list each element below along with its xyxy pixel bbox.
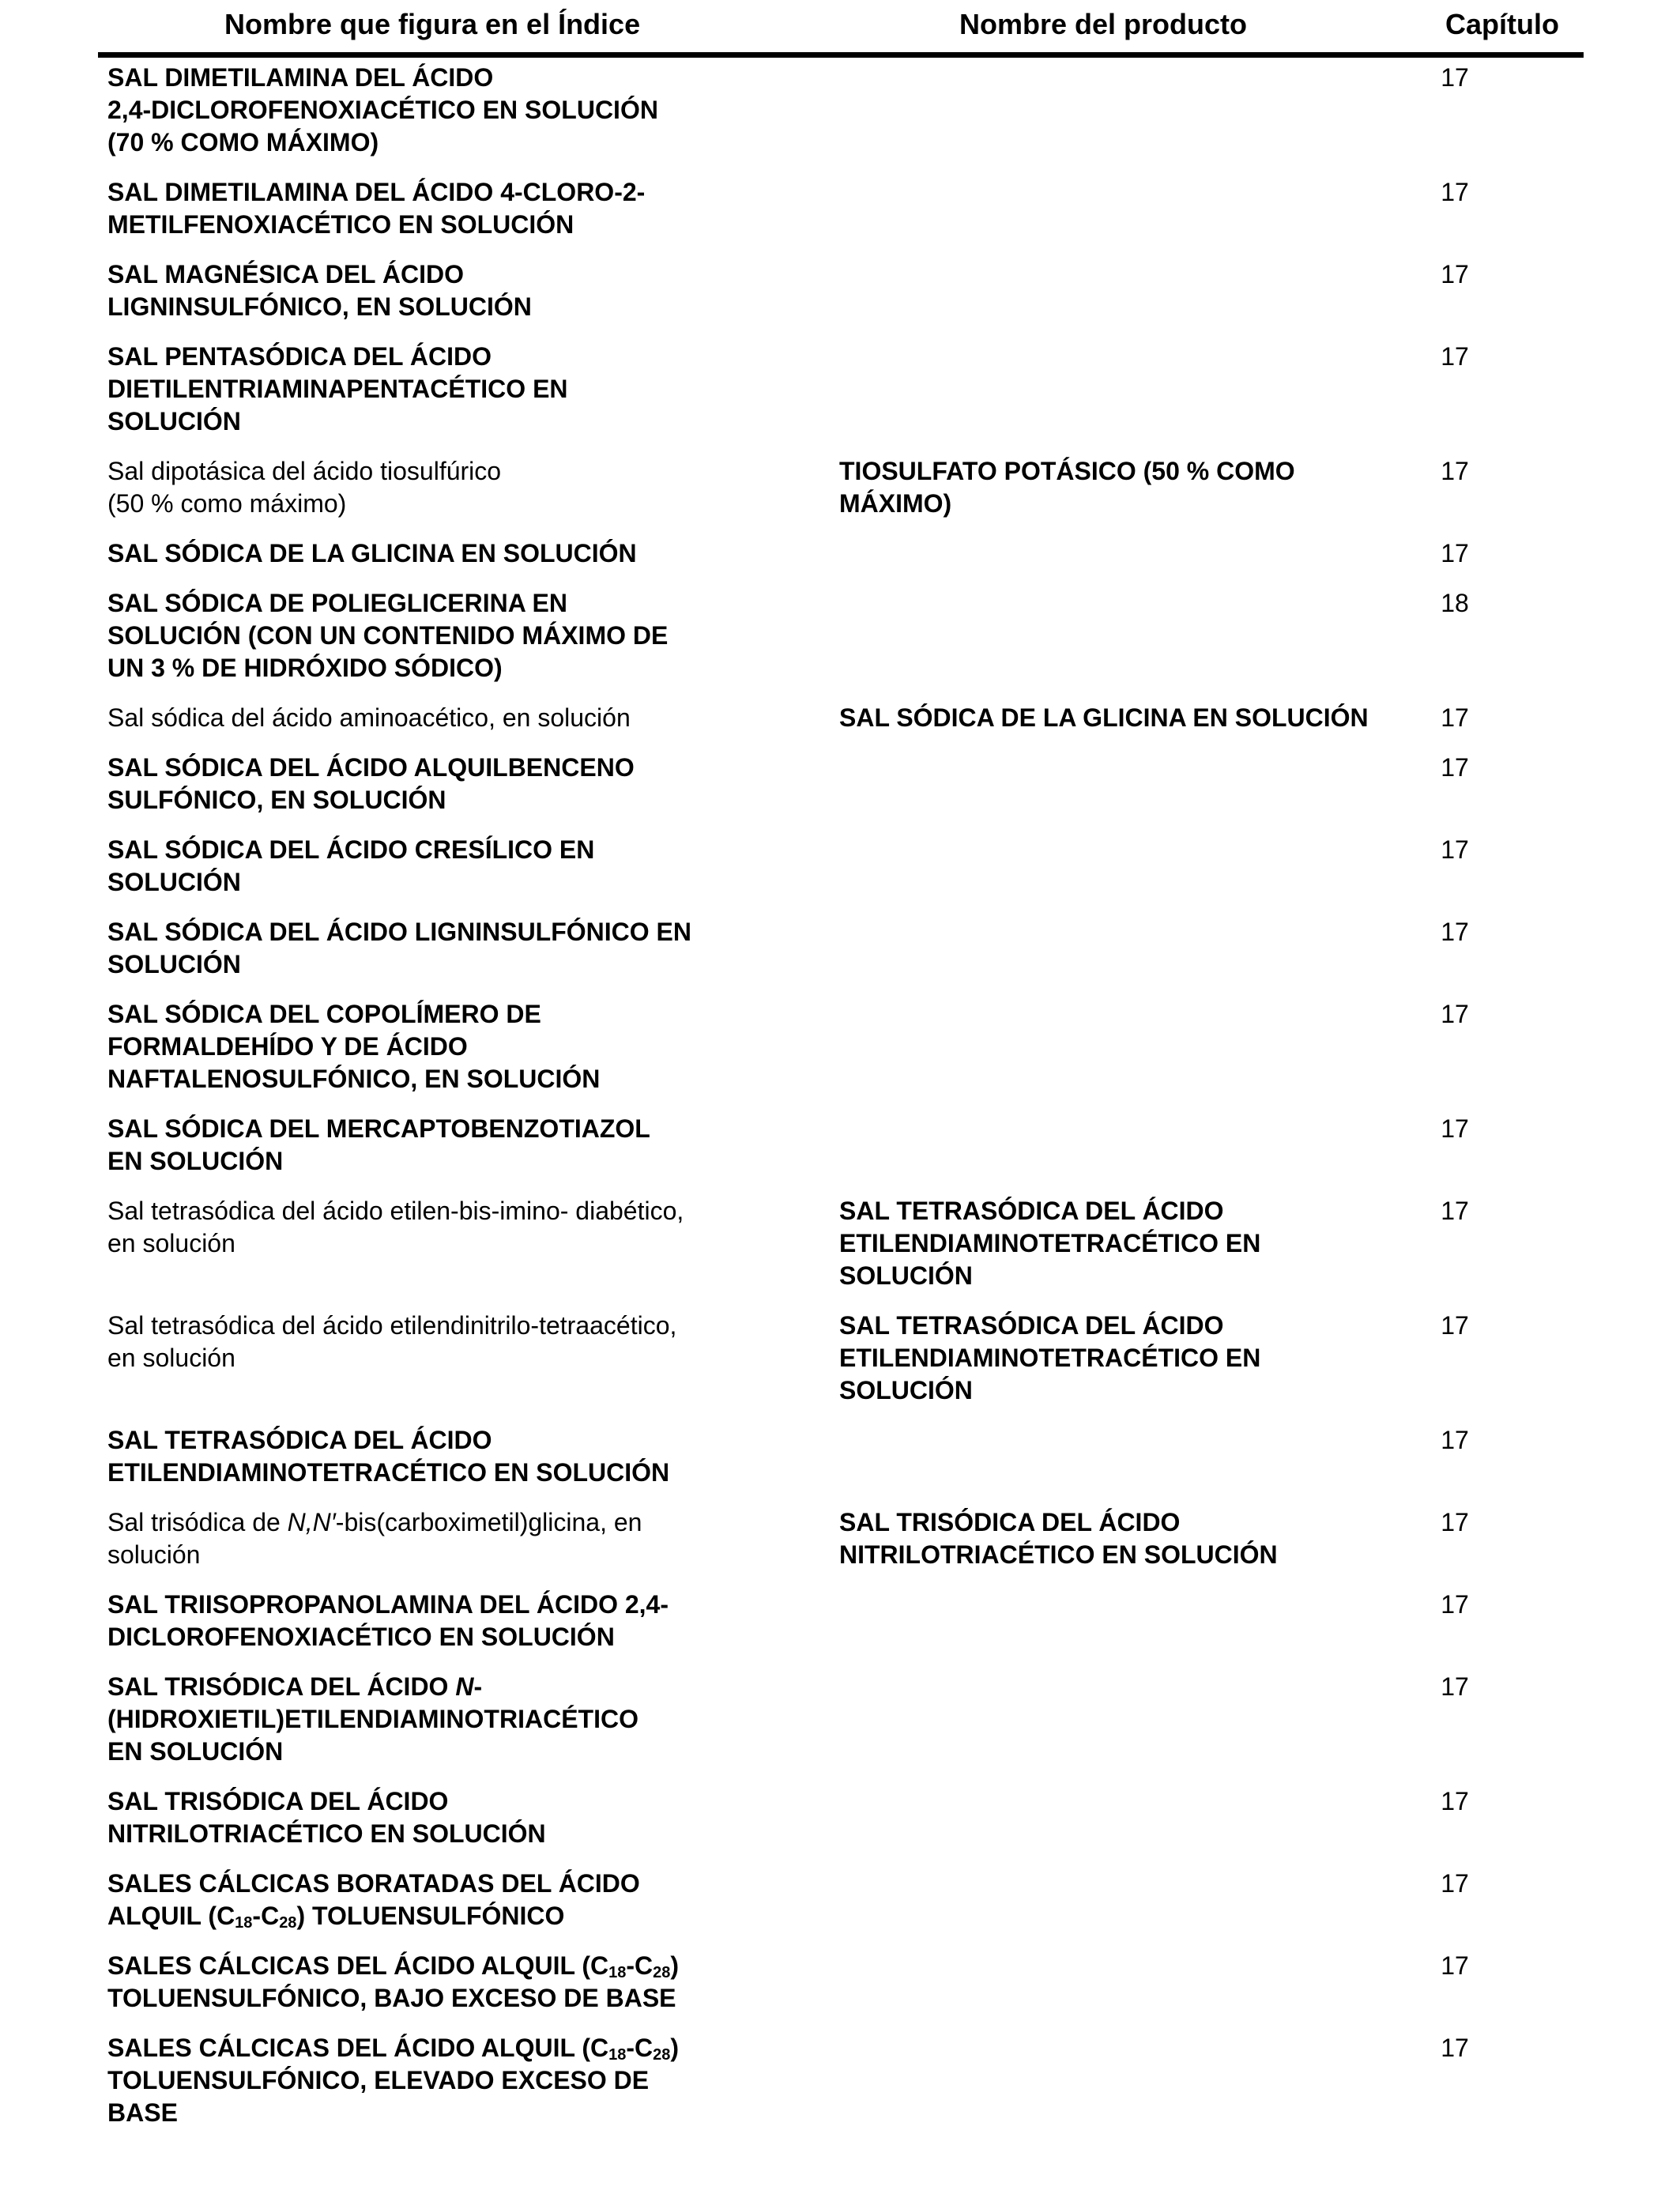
index-name-line: SAL SÓDICA DE LA GLICINA EN SOLUCIÓN [107,539,637,567]
index-name-cell [98,1113,755,1178]
chapter-cell: 17 [1441,1197,1469,1225]
index-name-cell [98,455,755,520]
product-name-cell [755,1950,1372,2015]
chapter-cell: 17 [1441,2034,1469,2062]
table-row [98,455,1584,520]
product-name-line: ETILENDIAMINOTETRACÉTICO EN [839,1344,1261,1372]
chapter-cell: 17 [1441,1869,1469,1898]
index-name-cell [98,341,755,438]
table-row [98,2032,1584,2129]
table-row [98,1506,1584,1571]
index-name-cell [98,1310,755,1407]
product-name-cell [755,1195,1372,1292]
index-name-line: LIGNINSULFÓNICO, EN SOLUCIÓN [107,292,532,321]
index-name-line: EN SOLUCIÓN [107,1147,284,1175]
index-name-line: (HIDROXIETIL)ETILENDIAMINOTRIACÉTICO [107,1705,638,1733]
product-name-cell [755,916,1372,981]
index-name-line: en solución [107,1344,235,1372]
chapter-cell: 17 [1441,260,1469,288]
index-name-line: UN 3 % DE HIDRÓXIDO SÓDICO) [107,654,503,682]
product-name-cell [755,1589,1372,1653]
index-name-line: SALES CÁLCICAS BORATADAS DEL ÁCIDO [107,1869,640,1898]
index-name-line: METILFENOXIACÉTICO EN SOLUCIÓN [107,210,574,239]
index-name-cell [98,1589,755,1653]
chapter-cell: 17 [1441,1590,1469,1619]
table-row [98,1195,1584,1292]
index-name-line: (70 % COMO MÁXIMO) [107,128,379,156]
index-name-cell [98,1424,755,1489]
index-name-line: Sal dipotásica del ácido tiosulfúrico [107,457,502,485]
index-name-line: NITRILOTRIACÉTICO EN SOLUCIÓN [107,1819,546,1848]
table-header [98,0,1584,58]
chapter-cell: 17 [1441,1000,1469,1028]
product-name-line: SOLUCIÓN [839,1376,973,1404]
chapter-cell: 17 [1441,178,1469,206]
table-row [98,998,1584,1095]
header-index-name: Nombre que figura en el Índice [224,8,641,40]
chapter-cell: 17 [1441,1311,1469,1340]
index-name-cell [98,258,755,323]
index-name-line: SOLUCIÓN [107,407,241,435]
product-name-cell [755,752,1372,816]
index-name-line: TOLUENSULFÓNICO, ELEVADO EXCESO DE [107,2066,650,2094]
index-name-line: SAL SÓDICA DEL ÁCIDO CRESÍLICO EN [107,835,595,864]
index-name-line: SAL TRIISOPROPANOLAMINA DEL ÁCIDO 2,4- [107,1590,669,1619]
index-name-cell [98,998,755,1095]
index-name-line: SAL SÓDICA DEL COPOLÍMERO DE [107,1000,541,1028]
table-row [98,1589,1584,1653]
index-name-line: EN SOLUCIÓN [107,1737,284,1766]
index-name-line: SALES CÁLCICAS DEL ÁCIDO ALQUIL $(C_{18}-C_{28})$ [107,2034,680,2064]
index-name-line: SAL SÓDICA DEL ÁCIDO LIGNINSULFÓNICO EN [107,918,691,946]
table-row [98,834,1584,899]
index-name-cell [98,1506,755,1571]
product-name-cell [755,176,1372,241]
index-name-line: DICLOROFENOXIACÉTICO EN SOLUCIÓN [107,1623,615,1651]
index-name-line: SOLUCIÓN (CON UN CONTENIDO MÁXIMO DE [107,621,669,650]
index-name-line: SAL SÓDICA DEL ÁCIDO ALQUILBENCENO [107,753,635,782]
table-row [98,1950,1584,2015]
product-name-line: ETILENDIAMINOTETRACÉTICO EN [839,1229,1261,1257]
index-name-line: SAL TRISÓDICA DEL ÁCIDO N- [107,1672,483,1701]
table-row [98,341,1584,438]
index-name-cell [98,537,755,570]
index-table [98,0,1584,2127]
chapter-cell: 17 [1441,63,1469,92]
product-name-cell [755,998,1372,1095]
product-name-cell [755,1671,1372,1768]
chapter-cell: 17 [1441,1114,1469,1143]
product-name-cell [755,1310,1372,1407]
table-row [98,62,1584,159]
product-name-cell [755,2032,1372,2129]
chapter-cell: 18 [1441,589,1469,617]
product-name-line: SOLUCIÓN [839,1261,973,1290]
index-name-cell [98,62,755,159]
index-name-line: SAL DIMETILAMINA DEL ÁCIDO [107,63,494,92]
chapter-cell: 17 [1441,1508,1469,1536]
header-rule-gap [1432,47,1437,52]
chapter-cell: 17 [1441,1951,1469,1980]
product-name-line: SAL TETRASÓDICA DEL ÁCIDO [839,1311,1224,1340]
table-row [98,537,1584,570]
product-name-cell [755,1506,1372,1571]
table-row [98,1310,1584,1407]
table-row [98,1785,1584,1850]
index-name-cell [98,1671,755,1768]
index-name-cell [98,1785,755,1850]
index-name-cell [98,2032,755,2129]
product-name-cell [755,702,1372,734]
chapter-cell: 17 [1441,457,1469,485]
chapter-cell: 17 [1441,1787,1469,1815]
index-name-line: SAL SÓDICA DE POLIEGLICERINA EN [107,589,567,617]
table-body [98,62,1584,2147]
index-name-line: SOLUCIÓN [107,950,241,978]
index-name-line: SAL TETRASÓDICA DEL ÁCIDO [107,1426,492,1454]
index-name-cell [98,702,755,734]
index-name-cell [98,587,755,684]
product-name-line: TIOSULFATO POTÁSICO (50 % COMO [839,457,1295,485]
index-name-cell [98,834,755,899]
product-name-line: SAL TETRASÓDICA DEL ÁCIDO [839,1197,1224,1225]
index-name-line: SAL PENTASÓDICA DEL ÁCIDO [107,342,492,371]
index-name-line: FORMALDEHÍDO Y DE ÁCIDO [107,1032,468,1061]
product-name-cell [755,455,1372,520]
product-name-line: SAL SÓDICA DE LA GLICINA EN SOLUCIÓN [839,703,1369,732]
product-name-cell [755,1113,1372,1178]
index-name-line: SAL SÓDICA DEL MERCAPTOBENZOTIAZOL [107,1114,650,1143]
chapter-cell: 17 [1441,918,1469,946]
product-name-line: NITRILOTRIACÉTICO EN SOLUCIÓN [839,1540,1278,1569]
header-chapter: Capítulo [1445,8,1559,40]
chapter-cell: 17 [1441,703,1469,732]
index-name-line: SULFÓNICO, EN SOLUCIÓN [107,786,446,814]
index-name-line: Sal tetrasódica del ácido etilen-bis-imino- diabético, [107,1197,684,1225]
index-name-line: BASE [107,2098,178,2127]
index-name-cell [98,176,755,241]
table-row [98,176,1584,241]
index-name-cell [98,916,755,981]
index-name-line: SAL MAGNÉSICA DEL ÁCIDO [107,260,464,288]
index-name-line: SALES CÁLCICAS DEL ÁCIDO ALQUIL $(C_{18}-C_{28})$ [107,1951,680,1981]
table-row [98,1671,1584,1768]
product-name-line: MÁXIMO) [839,489,952,518]
index-name-line: 2,4-DICLOROFENOXIACÉTICO EN SOLUCIÓN [107,96,658,124]
chapter-cell: 17 [1441,342,1469,371]
index-name-line: SOLUCIÓN [107,868,241,896]
header-rule-gaps [98,52,1584,57]
chapter-cell: 17 [1441,753,1469,782]
product-name-cell [755,1785,1372,1850]
index-name-line: Sal trisódica de N,N′-bis(carboximetil)glicina, en [107,1508,642,1536]
table-row [98,587,1584,684]
chapter-cell: 17 [1441,1426,1469,1454]
table-row [98,916,1584,981]
product-name-cell [755,587,1372,684]
table-row [98,1113,1584,1178]
table-row [98,752,1584,816]
index-name-cell [98,1868,755,1932]
product-name-cell [755,341,1372,438]
product-name-cell [755,258,1372,323]
product-name-cell [755,834,1372,899]
index-name-line: NAFTALENOSULFÓNICO, EN SOLUCIÓN [107,1065,601,1093]
product-name-cell [755,1868,1372,1932]
index-name-line: ETILENDIAMINOTETRACÉTICO EN SOLUCIÓN [107,1458,670,1487]
index-name-line: Sal tetrasódica del ácido etilendinitrilo-tetraacético, [107,1311,677,1340]
product-name-line: SAL TRISÓDICA DEL ÁCIDO [839,1508,1181,1536]
table-row [98,1868,1584,1932]
chapter-cell: 17 [1441,835,1469,864]
chapter-cell: 17 [1441,539,1469,567]
table-row [98,702,1584,734]
header-rule-gap [811,47,816,52]
index-name-line: ALQUIL $(C_{18}-C_{28})$ TOLUENSULFÓNICO [107,1902,565,1932]
index-name-line: TOLUENSULFÓNICO, BAJO EXCESO DE BASE [107,1984,676,2012]
index-name-cell [98,752,755,816]
index-name-line: DIETILENTRIAMINAPENTACÉTICO EN [107,375,568,403]
product-name-cell [755,537,1372,570]
index-name-line: en solución [107,1229,235,1257]
index-name-cell [98,1195,755,1292]
header-product-name: Nombre del producto [959,8,1248,40]
chapter-cell: 17 [1441,1672,1469,1701]
table-row [98,258,1584,323]
index-name-line: SAL DIMETILAMINA DEL ÁCIDO 4-CLORO-2- [107,178,646,206]
product-name-cell [755,1424,1372,1489]
index-name-line: Sal sódica del ácido aminoacético, en solución [107,703,631,732]
index-name-cell [98,1950,755,2015]
index-name-line: solución [107,1540,201,1569]
index-name-line: SAL TRISÓDICA DEL ÁCIDO [107,1787,449,1815]
table-row [98,1424,1584,1489]
product-name-cell [755,62,1372,159]
index-name-line: (50 % como máximo) [107,489,347,518]
